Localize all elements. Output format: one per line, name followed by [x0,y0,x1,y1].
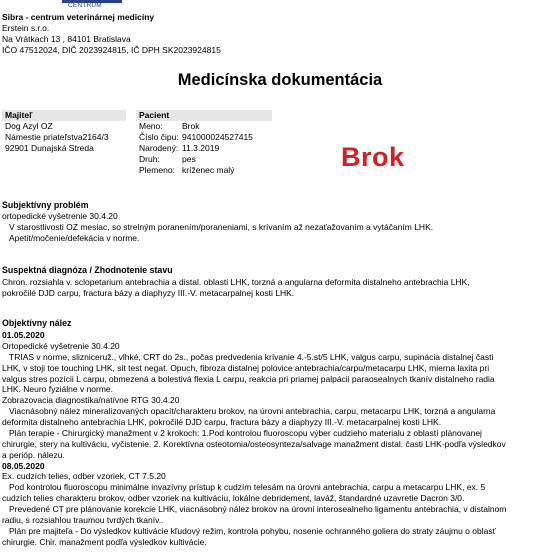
patient-value: 11.3.2019 [182,142,220,153]
clinic-address: Na Vrátkach 13 , 84101 Bratislava [2,33,131,44]
objective-date: 01.05.2020 [2,330,45,340]
patient-row [139,154,272,165]
patient-heading: Pacient [136,110,272,121]
plan-line: chirurgie, stery na kultiváciu, vyčistenie. 2. Korektívna osteotomia/osteosynteza/salvage manažment distal. časti LHK-podľa výsledkov [2,438,506,449]
objective-line: cudzích telies charakteru brokov, odber vzoriek na kultiváciu, lokálne debridement, laváž, štandardné uzavretie Dacron 3/0. [2,493,465,504]
owner-line: Dog Azyl OZ [5,121,53,131]
owner-box [2,110,126,154]
patient-value: Brok [182,121,200,131]
clinic-logo [62,0,122,10]
objective-section [2,330,558,548]
diagnosis-line: pokročilé DJD carpu, fractura bázy a diaphyzy III.-V. metacarpalnej kosti LHK. [2,287,295,298]
patient-label: Číslo čipu: [139,131,179,142]
owner-line: 92901 Dunajská Streda [5,142,94,153]
patient-row [139,165,272,176]
patient-value: pes [182,153,196,164]
plan-line: a perióp. nálezu. [2,449,65,460]
owner-heading: Majiteľ [2,110,126,121]
objective-line: Prevedené CT pre plánovanie korekcie LHK, viacnásobný nález brokov na úrovni interosealneho ligamentu antebrachia, v distalnom [9,504,507,514]
objective-line: LHK. Neuro fyziálne v norme. [2,384,114,395]
patient-label: Druh: [139,153,160,164]
objective-exam: Ortopedické vyšetrenie 30.4.20 [2,340,120,351]
clinic-name: Sibra - centrum veterinárnej medicíny [2,12,155,22]
objective-exam: Ex. cudzích telies, odber vzoriek, CT 7.5.20 [2,471,166,482]
document-title: Medicínska dokumentácia [177,71,383,89]
clinic-header [2,12,422,56]
patient-row [139,132,272,143]
diagnosis-title: Suspektná diagnóza / Zhodnotenie stavu [2,265,173,275]
clinic-ids: IČO 47512024, DIČ 2023924815, IČ DPH SK2023924815 [2,44,221,55]
logo-text: CENTRUM [68,2,102,9]
clinic-company: Erstein s.r.o. [2,22,50,33]
owner-line: Námestie priateľstva2164/3 [5,131,109,142]
objective-line: Pod kontrolou fluoroscopu minimálne invazívny prístup k cudzím telesám na úrovni antebrachia, carpu a metacarpu LHK, ex. 5 [9,482,486,493]
patient-label: Meno: [139,121,163,131]
patient-value: kríženec malý [182,164,235,175]
objective-line: radiu, s rozsiahlou traumou tvrdých tkanív.. [2,514,164,525]
imaging-line: Viacnásobný nález mineralizovaných opacít/charakteru brokov, na úrovni antebrachia, carpu, metacarpu LHK, torzná a angularna [9,406,496,417]
objective-line: TRIAS v norme, slizniceruž., vlhké, CRT do 2s., počas predvedenia krívanie 4.-5.st/5 LHK, valgus carpu, supinácia distalnej časti [9,351,494,362]
patient-box [136,110,272,175]
diagnosis-line: Chron. rozsiahla v. sclopetarium antebrachia a distal. oblasti LHK, torzná a angularna deformita distalneho antebrachia LHK, [2,277,470,287]
plan-line: Plán terapie - Chirurgický manažment v 2 krokoch: 1.Pod kontrolou fluoroscopu výber cudzieho materialu z oblastí plánovanej [9,427,482,438]
patient-name-large: Brok [341,142,405,172]
objective-title: Objektívny nález [2,318,72,328]
patient-value: 941000024527415 [182,131,253,142]
subjective-exam: ortopedické vyšetrenie 30.4.20 [2,211,118,221]
subjective-section [2,211,558,244]
objective-line: valgus stres pozícii L carpu, obmezená a bolestivá flexia L carpu, reakcia pri priamej palpácii paraosealnych tkanív distalneho radia [2,373,495,384]
patient-table [136,121,272,175]
patient-label: Narodený: [139,142,179,153]
objective-line: chirurgie. Chir. manažment podľa výsledkov kultivácie. [2,536,207,547]
imaging-title: Zobrazovacia diagnostika/natívne RTG 30.4.20 [2,395,180,406]
objective-date: 08.05.2020 [2,460,45,471]
diagnosis-section [2,277,558,299]
patient-row [139,121,272,132]
subjective-line: V starostlivosti OZ mesiac, so strelným poranením/poraneniami, s krívaním až nezaťažovaním a vytáčaním LHK. [9,221,434,232]
imaging-line: deformita distalneho antebrachia LHK, pokročilé DJD carpu, fractura bázy a diaphyzy III.-V. metacarpalnej kosti LHK. [2,417,442,427]
subjective-line: Apetit/močenie/defekácia v norme. [9,232,140,243]
objective-line: LHK, v stoji toe touching LHK, sit test negat. Opuch, fibroza distalnej polovice antebrachia/carpu/metacarpu LHK, mierna laxita pri [2,362,490,373]
patient-label: Plemeno: [139,164,175,175]
objective-line: Plán pre majiteľa - Do výsledkov kultivácie kľudový režim, kontrola pohybu, nosenie ochranného goliera do straty záujmu o oblasť [9,525,496,536]
subjective-title: Subjektívny problém [2,200,89,210]
patient-row [139,143,272,154]
